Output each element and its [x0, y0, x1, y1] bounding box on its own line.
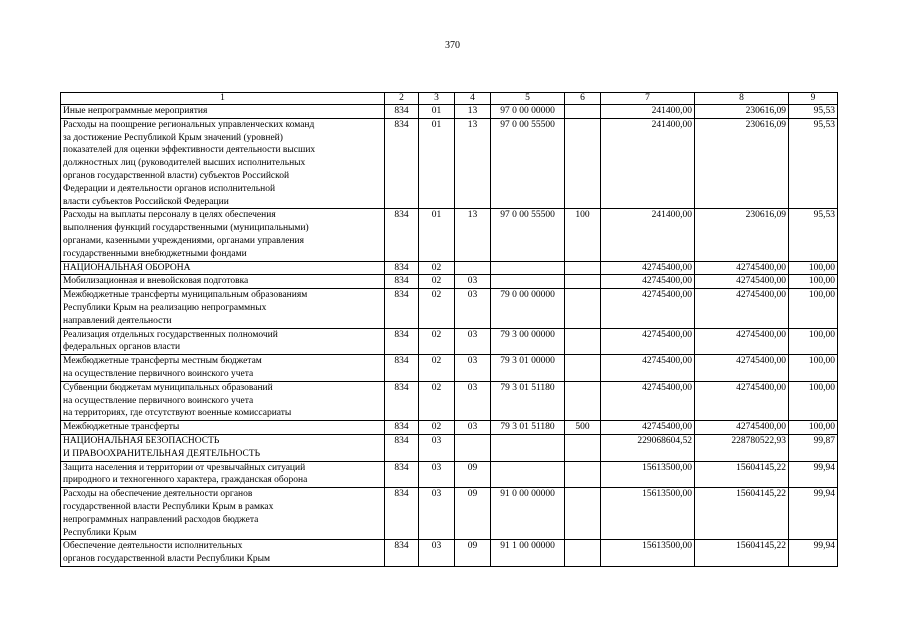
row-name-cell	[61, 289, 385, 328]
ministry-code-cell: 834	[385, 355, 419, 382]
planned-amount-cell: 241400,00	[601, 118, 695, 209]
planned-amount-cell: 42745400,00	[601, 421, 695, 435]
execution-percent-cell: 99,87	[789, 434, 838, 461]
section-code-cell: 01	[419, 118, 455, 209]
planned-amount-cell: 15613500,00	[601, 488, 695, 540]
execution-percent-cell: 100,00	[789, 289, 838, 328]
target-item-cell: 79 3 01 51180	[491, 381, 565, 420]
expense-type-cell: 100	[565, 209, 601, 261]
executed-amount-cell: 42745400,00	[695, 421, 789, 435]
ministry-code-cell: 834	[385, 261, 419, 275]
execution-percent-cell: 100,00	[789, 275, 838, 289]
row-name-line: федеральных органов власти	[63, 342, 181, 353]
subsection-code-cell: 03	[455, 381, 491, 420]
target-item-cell: 91 0 00 00000	[491, 488, 565, 540]
column-header: 2	[385, 93, 419, 105]
row-name-line: природного и техногенного характера, гражданская оборона	[63, 475, 308, 486]
subsection-code-cell: 09	[455, 540, 491, 567]
ministry-code-cell: 834	[385, 461, 419, 488]
table-row	[61, 209, 838, 261]
expense-type-cell	[565, 381, 601, 420]
table-row	[61, 434, 838, 461]
expense-type-cell	[565, 289, 601, 328]
ministry-code-cell: 834	[385, 381, 419, 420]
section-code-cell: 03	[419, 488, 455, 540]
section-code-cell: 02	[419, 328, 455, 355]
subsection-code-cell	[455, 434, 491, 461]
row-name-cell	[61, 328, 385, 355]
row-name-line: должностных лиц (руководителей высших исполнительных	[63, 158, 306, 169]
planned-amount-cell: 42745400,00	[601, 381, 695, 420]
table-row	[61, 105, 838, 119]
row-name-line: Обеспечение деятельности исполнительных	[63, 541, 243, 552]
ministry-code-cell: 834	[385, 434, 419, 461]
subsection-code-cell: 03	[455, 328, 491, 355]
planned-amount-cell: 42745400,00	[601, 289, 695, 328]
target-item-cell: 79 0 00 00000	[491, 289, 565, 328]
section-code-cell: 02	[419, 289, 455, 328]
row-name-line: направлений деятельности	[63, 315, 172, 326]
row-name-line: Межбюджетные трансферты местным бюджетам	[63, 356, 262, 367]
row-name-cell	[61, 105, 385, 119]
section-code-cell: 02	[419, 261, 455, 275]
row-name-line: государственной власти Республики Крым в рамках	[63, 501, 274, 512]
ministry-code-cell: 834	[385, 118, 419, 209]
executed-amount-cell: 230616,09	[695, 105, 789, 119]
execution-percent-cell: 99,94	[789, 488, 838, 540]
planned-amount-cell: 42745400,00	[601, 275, 695, 289]
target-item-cell	[491, 275, 565, 289]
subsection-code-cell: 13	[455, 105, 491, 119]
executed-amount-cell: 230616,09	[695, 209, 789, 261]
row-name-cell	[61, 540, 385, 567]
table-row	[61, 540, 838, 567]
table-row	[61, 461, 838, 488]
row-name-line: Реализация отдельных государственных полномочий	[63, 329, 278, 340]
target-item-cell: 79 3 01 00000	[491, 355, 565, 382]
section-code-cell: 03	[419, 461, 455, 488]
row-name-cell	[61, 434, 385, 461]
table-row	[61, 488, 838, 540]
table-row	[61, 328, 838, 355]
expense-type-cell	[565, 105, 601, 119]
executed-amount-cell: 15604145,22	[695, 488, 789, 540]
row-name-line: Расходы на поощрение региональных управленческих команд	[63, 119, 315, 130]
section-code-cell: 03	[419, 434, 455, 461]
executed-amount-cell: 42745400,00	[695, 355, 789, 382]
row-name-line: выполнения функций государственными (муниципальными)	[63, 223, 309, 234]
ministry-code-cell: 834	[385, 488, 419, 540]
executed-amount-cell: 42745400,00	[695, 328, 789, 355]
row-name-line: Расходы на выплаты персоналу в целях обеспечения	[63, 210, 276, 221]
execution-percent-cell: 100,00	[789, 355, 838, 382]
target-item-cell	[491, 261, 565, 275]
expense-type-cell	[565, 540, 601, 567]
page-number: 370	[445, 40, 460, 51]
subsection-code-cell: 13	[455, 118, 491, 209]
table-row	[61, 275, 838, 289]
row-name-cell	[61, 488, 385, 540]
row-name-line: Мобилизационная и вневойсковая подготовка	[63, 276, 249, 287]
planned-amount-cell: 42745400,00	[601, 328, 695, 355]
subsection-code-cell: 09	[455, 488, 491, 540]
row-name-line: за достижение Республикой Крым значений (уровней)	[63, 132, 283, 143]
execution-percent-cell: 100,00	[789, 381, 838, 420]
table-row	[61, 355, 838, 382]
row-name-line: на осуществление первичного воинского учета	[63, 368, 254, 379]
ministry-code-cell: 834	[385, 275, 419, 289]
row-name-line: НАЦИОНАЛЬНАЯ БЕЗОПАСНОСТЬ	[63, 435, 220, 446]
section-code-cell: 01	[419, 209, 455, 261]
row-name-cell	[61, 209, 385, 261]
target-item-cell: 79 3 01 51180	[491, 421, 565, 435]
section-code-cell: 02	[419, 355, 455, 382]
execution-percent-cell: 99,94	[789, 461, 838, 488]
execution-percent-cell: 95,53	[789, 105, 838, 119]
execution-percent-cell: 100,00	[789, 328, 838, 355]
executed-amount-cell: 42745400,00	[695, 261, 789, 275]
row-name-line: Республики Крым на реализацию непрограммных	[63, 302, 267, 313]
row-name-line: Защита населения и территории от чрезвычайных ситуаций	[63, 462, 306, 473]
column-header: 5	[491, 93, 565, 105]
expense-type-cell	[565, 275, 601, 289]
row-name-cell	[61, 421, 385, 435]
planned-amount-cell: 15613500,00	[601, 540, 695, 567]
column-header: 8	[695, 93, 789, 105]
planned-amount-cell: 241400,00	[601, 105, 695, 119]
row-name-line: И ПРАВООХРАНИТЕЛЬНАЯ ДЕЯТЕЛЬНОСТЬ	[63, 448, 261, 459]
target-item-cell	[491, 434, 565, 461]
subsection-code-cell: 09	[455, 461, 491, 488]
expense-type-cell	[565, 118, 601, 209]
row-name-cell	[61, 275, 385, 289]
row-name-line: Межбюджетные трансферты	[63, 422, 180, 433]
column-header: 3	[419, 93, 455, 105]
row-name-line: органов государственной власти) субъектов Российской	[63, 170, 290, 181]
table-row	[61, 261, 838, 275]
table-row	[61, 421, 838, 435]
expense-type-cell	[565, 261, 601, 275]
row-name-line: Федерации и деятельности органов исполнительной	[63, 183, 276, 194]
planned-amount-cell: 229068604,52	[601, 434, 695, 461]
row-name-line: власти субъектов Российской Федерации	[63, 196, 229, 207]
executed-amount-cell: 228780522,93	[695, 434, 789, 461]
execution-percent-cell: 100,00	[789, 261, 838, 275]
executed-amount-cell: 15604145,22	[695, 540, 789, 567]
expense-type-cell	[565, 488, 601, 540]
planned-amount-cell: 15613500,00	[601, 461, 695, 488]
subsection-code-cell: 03	[455, 421, 491, 435]
section-code-cell: 03	[419, 540, 455, 567]
planned-amount-cell: 241400,00	[601, 209, 695, 261]
planned-amount-cell: 42745400,00	[601, 355, 695, 382]
row-name-line: государственными внебюджетными фондами	[63, 248, 247, 259]
ministry-code-cell: 834	[385, 289, 419, 328]
row-name-line: Межбюджетные трансферты муниципальным образованиям	[63, 290, 308, 301]
column-header: 1	[61, 93, 385, 105]
expense-type-cell	[565, 461, 601, 488]
column-header: 9	[789, 93, 838, 105]
row-name-cell	[61, 118, 385, 209]
subsection-code-cell: 03	[455, 355, 491, 382]
subsection-code-cell: 03	[455, 275, 491, 289]
row-name-line: НАЦИОНАЛЬНАЯ ОБОРОНА	[63, 262, 191, 273]
table-body	[61, 105, 838, 567]
row-name-line: Республики Крым	[63, 527, 137, 538]
row-name-line: показателей для оценки эффективности деятельности высших	[63, 145, 316, 156]
executed-amount-cell: 15604145,22	[695, 461, 789, 488]
row-name-line: органов государственной власти Республики Крым	[63, 554, 271, 565]
executed-amount-cell: 42745400,00	[695, 289, 789, 328]
expense-type-cell	[565, 328, 601, 355]
row-name-cell	[61, 261, 385, 275]
ministry-code-cell: 834	[385, 328, 419, 355]
execution-percent-cell: 100,00	[789, 421, 838, 435]
target-item-cell	[491, 461, 565, 488]
table-row	[61, 289, 838, 328]
expense-type-cell	[565, 434, 601, 461]
column-header: 6	[565, 93, 601, 105]
executed-amount-cell: 42745400,00	[695, 275, 789, 289]
row-name-cell	[61, 461, 385, 488]
row-name-line: на осуществление первичного воинского учета	[63, 395, 254, 406]
row-name-line: непрограммных направлений расходов бюджета	[63, 514, 259, 525]
executed-amount-cell: 42745400,00	[695, 381, 789, 420]
section-code-cell: 02	[419, 275, 455, 289]
target-item-cell: 97 0 00 55500	[491, 118, 565, 209]
target-item-cell: 91 1 00 00000	[491, 540, 565, 567]
target-item-cell: 79 3 00 00000	[491, 328, 565, 355]
ministry-code-cell: 834	[385, 540, 419, 567]
row-name-line: органами, казенными учреждениями, органами управления	[63, 235, 304, 246]
target-item-cell: 97 0 00 00000	[491, 105, 565, 119]
row-name-line: на территориях, где отсутствуют военные комиссариаты	[63, 408, 292, 419]
table-row	[61, 381, 838, 420]
ministry-code-cell: 834	[385, 421, 419, 435]
subsection-code-cell	[455, 261, 491, 275]
row-name-cell	[61, 355, 385, 382]
column-header: 4	[455, 93, 491, 105]
ministry-code-cell: 834	[385, 209, 419, 261]
section-code-cell: 01	[419, 105, 455, 119]
target-item-cell: 97 0 00 55500	[491, 209, 565, 261]
executed-amount-cell: 230616,09	[695, 118, 789, 209]
execution-percent-cell: 95,53	[789, 209, 838, 261]
expense-type-cell	[565, 355, 601, 382]
execution-percent-cell: 95,53	[789, 118, 838, 209]
section-code-cell: 02	[419, 381, 455, 420]
budget-table	[60, 92, 838, 567]
subsection-code-cell: 03	[455, 289, 491, 328]
row-name-line: Иные непрограммные мероприятия	[63, 106, 208, 116]
section-code-cell: 02	[419, 421, 455, 435]
expense-type-cell: 500	[565, 421, 601, 435]
row-name-cell	[61, 381, 385, 420]
table-header-row	[61, 93, 838, 105]
execution-percent-cell: 99,94	[789, 540, 838, 567]
row-name-line: Расходы на обеспечение деятельности органов	[63, 489, 253, 500]
table-row	[61, 118, 838, 209]
planned-amount-cell: 42745400,00	[601, 261, 695, 275]
row-name-line: Субвенции бюджетам муниципальных образований	[63, 382, 273, 393]
ministry-code-cell: 834	[385, 105, 419, 119]
subsection-code-cell: 13	[455, 209, 491, 261]
column-header: 7	[601, 93, 695, 105]
